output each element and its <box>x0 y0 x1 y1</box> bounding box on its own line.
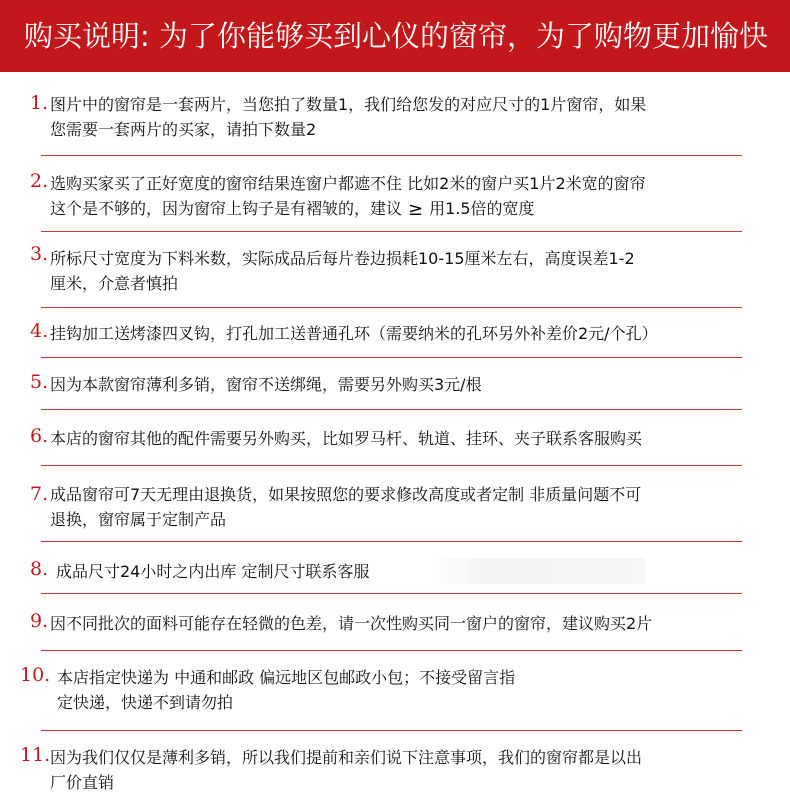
item-text-line: 本店的窗帘其他的配件需要另外购买，比如罗马杆、轨道、挂环、夹子联系客服购买 <box>50 429 643 448</box>
item-text-line: 您需要一套两片的买家，请拍下数量2 <box>50 120 317 139</box>
item-text-line: 因为本款窗帘薄利多销，窗帘不送绑绳，需要另外购买3元/根 <box>50 375 482 394</box>
item-text-line: 厘米，介意者慎拍 <box>50 274 179 293</box>
item-text <box>50 426 642 451</box>
item-text-line <box>50 196 646 222</box>
item-text-line: 成品窗帘可7天无理由退换货，如果按照您的要求修改高度或者定制 非质量问题不可 <box>50 485 642 504</box>
item-text-line: 所标尺寸宽度为下料米数，实际成品后每片卷边损耗10-15厘米左右，高度误差1-2 <box>50 249 635 268</box>
divider <box>41 155 742 156</box>
item-number: 3. <box>30 243 49 265</box>
item-text-line: 选购买家买了正好宽度的窗帘结果连窗户都遮不住 比如2米的窗户买1片2米宽的窗帘 <box>50 174 646 193</box>
divider <box>41 357 742 358</box>
page-title: 购买说明: 为了你能够买到心仪的窗帘，为了购物更加愉快 <box>24 18 768 53</box>
item-text <box>50 321 658 346</box>
item-number: 5. <box>30 371 49 393</box>
item-text-line: 图片中的窗帘是一套两片，当您拍了数量1，我们给您发的对应尺寸的1片窗帘，如果 <box>50 95 647 114</box>
item-number: 7. <box>30 483 49 505</box>
divider <box>41 650 742 651</box>
item-text-line: 厂价直销 <box>50 773 115 792</box>
faint-background-band <box>430 558 645 584</box>
item-text-line: 本店指定快递为 中通和邮政 偏远地区包邮政小包；不接受留言指 <box>57 668 516 687</box>
divider <box>41 593 742 594</box>
item-number: 2. <box>30 170 49 192</box>
item-number: 9. <box>30 610 49 632</box>
item-text-line: 因不同批次的面料可能存在轻微的色差，请一次性购买同一窗户的窗帘，建议购买2片 <box>50 614 653 633</box>
item-text <box>50 745 642 795</box>
divider <box>41 409 742 410</box>
item-text <box>56 559 369 584</box>
divider <box>41 541 742 542</box>
item-text-line: 定快递，快递不到请勿拍 <box>57 693 234 712</box>
item-number: 1. <box>30 92 49 114</box>
item-number: 10. <box>20 664 51 686</box>
item-number: 8. <box>30 558 49 580</box>
item-text-segment: 这个是不够的，因为窗帘上钩子是有褶皱的，建议 <box>50 199 403 218</box>
greater-or-equal-icon: ≥ <box>408 199 424 220</box>
item-text-line: 因为我们仅仅是薄利多销，所以我们提前和亲们说下注意事项，我们的窗帘都是以出 <box>50 748 643 767</box>
item-number: 4. <box>30 320 49 342</box>
item-text <box>57 665 515 715</box>
item-text <box>50 611 652 636</box>
item-text <box>50 372 482 397</box>
item-text-line: 成品尺寸24小时之内出库 定制尺寸联系客服 <box>56 562 370 581</box>
item-text <box>50 482 641 532</box>
divider <box>41 231 742 232</box>
item-text-segment: 用1.5倍的宽度 <box>429 199 535 218</box>
item-text-line: 挂钩加工送烤漆四叉钩，打孔加工送普通孔环（需要纳米的孔环另外补差价2元/个孔） <box>50 324 658 343</box>
item-text <box>50 171 646 222</box>
item-number: 11. <box>20 744 51 766</box>
divider <box>41 307 742 308</box>
divider <box>41 465 742 466</box>
divider <box>41 730 742 731</box>
header-banner <box>0 0 790 72</box>
item-text <box>50 246 635 296</box>
item-text <box>50 92 646 142</box>
item-text-line: 退换，窗帘属于定制产品 <box>50 510 227 529</box>
item-number: 6. <box>30 425 49 447</box>
